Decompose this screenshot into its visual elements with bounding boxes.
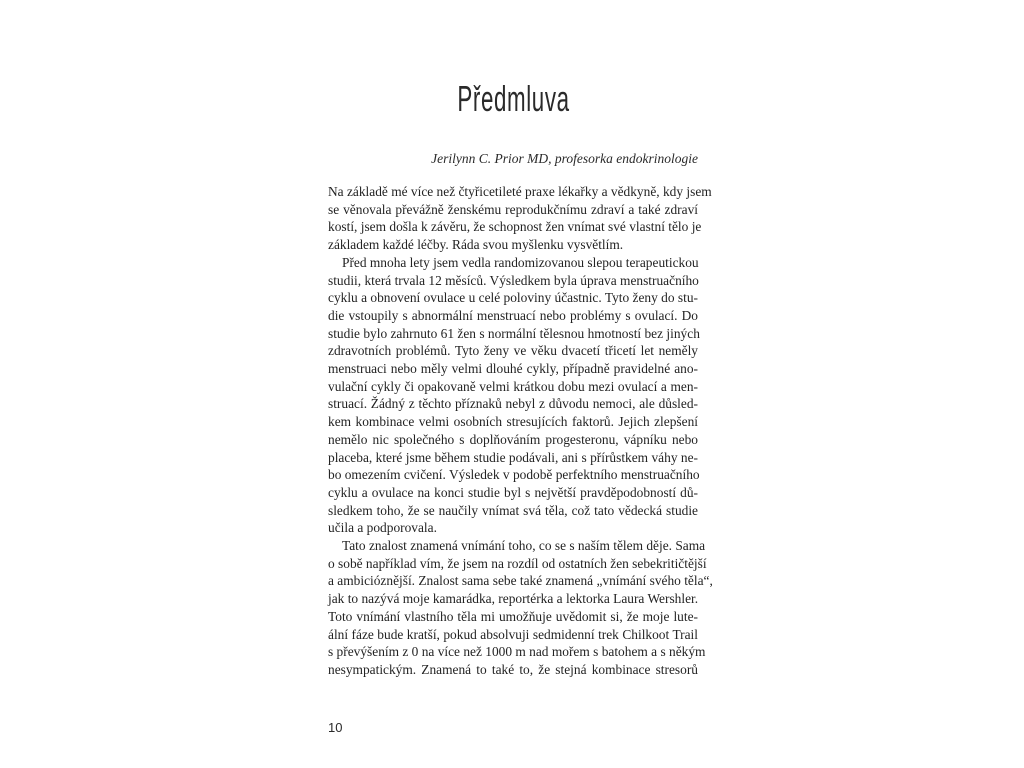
body-text bbox=[328, 183, 713, 679]
text-line: bo omezením cvičení. Výsledek v podobě perfektního menstruačního bbox=[328, 467, 700, 483]
text-line: o sobě například vím, že jsem na rozdíl od ostatních žen sebekritičtější bbox=[328, 555, 707, 571]
text-line: Tato znalost znamená vnímání toho, co se s naším tělem děje. Sama bbox=[342, 538, 706, 554]
text-line: struací. Žádný z těchto příznaků nebyl z důvodu nemoci, ale důsled- bbox=[328, 396, 698, 412]
text-line: učila a podporovala. bbox=[328, 520, 437, 536]
paragraph-1 bbox=[328, 183, 712, 254]
text-line: studii, která trvala 12 měsíců. Výsledkem byla úprava menstruačního bbox=[328, 272, 699, 288]
page-number: 10 bbox=[328, 720, 343, 735]
text-line: Na základě mé více než čtyřicetileté praxe lékařky a vědkyně, kdy jsem bbox=[328, 184, 712, 199]
author-line: Jerilynn C. Prior MD, profesorka endokrinologie bbox=[431, 151, 698, 166]
text-line: sledkem toho, že se naučily vnímat svá těla, což tato vědecká studie bbox=[328, 502, 698, 518]
text-line: cyklu a obnovení ovulace u celé poloviny účastnic. Tyto ženy do stu- bbox=[328, 290, 698, 306]
text-line: se věnovala převážně ženskému reprodukčnímu zdraví a také zdraví bbox=[328, 201, 698, 217]
paragraph-3 bbox=[328, 537, 713, 679]
text-line: jak to nazývá moje kamarádka, reportérka a lektorka Laura Wershler. bbox=[328, 591, 699, 607]
text-line: placeba, které jsme během studie podávali, ani s přírůstkem váhy ne- bbox=[328, 449, 698, 465]
text-line: zdravotních problémů. Tyto ženy ve věku dvacetí třicetí let neměly bbox=[328, 343, 698, 359]
text-line: ální fáze bude kratší, pokud absolvuji sedmidenní trek Chilkoot Trail bbox=[328, 626, 698, 642]
chapter-title: Předmluva bbox=[457, 78, 570, 119]
text-line: vulační cykly či opakovaně velmi krátkou dobu mezi ovulací a men- bbox=[328, 378, 698, 394]
text-line: Toto vnímání vlastního těla mi umožňuje uvědomit si, že moje lute- bbox=[328, 608, 698, 624]
text-line: die vstoupily s abnormální menstruací nebo problémy s ovulací. Do bbox=[328, 307, 698, 323]
paragraph-2 bbox=[328, 254, 698, 537]
text-line: s převýšením z 0 na více než 1000 m nad mořem s batohem a s někým bbox=[328, 644, 706, 660]
text-line: kem kombinace velmi osobních stresujících faktorů. Jejich zlepšení bbox=[328, 414, 698, 430]
text-line: základem každé léčby. Ráda svou myšlenku vysvětlím. bbox=[328, 237, 624, 253]
text-line: nesympatickým. Znamená to také to, že stejná kombinace stresorů bbox=[328, 661, 698, 677]
text-line: studie bylo zahrnuto 61 žen s normální tělesnou hmotností bez jiných bbox=[328, 325, 700, 341]
text-line: Před mnoha lety jsem vedla randomizovanou slepou terapeutickou bbox=[342, 254, 699, 270]
text-line: nemělo nic společného s doplňováním progesteronu, vápníku nebo bbox=[328, 431, 698, 447]
text-line: kostí, jsem došla k závěru, že schopnost žen vnímat své vlastní tělo je bbox=[328, 219, 702, 235]
text-line: a ambicióznější. Znalost sama sebe také znamená „vnímání svého těla“, bbox=[328, 573, 713, 589]
text-line: menstruaci nebo měly velmi dlouhé cykly, případně pravidelné ano- bbox=[328, 361, 698, 377]
text-line: cyklu a ovulace na konci studie byl s největší pravděpodobností dů- bbox=[328, 484, 698, 500]
